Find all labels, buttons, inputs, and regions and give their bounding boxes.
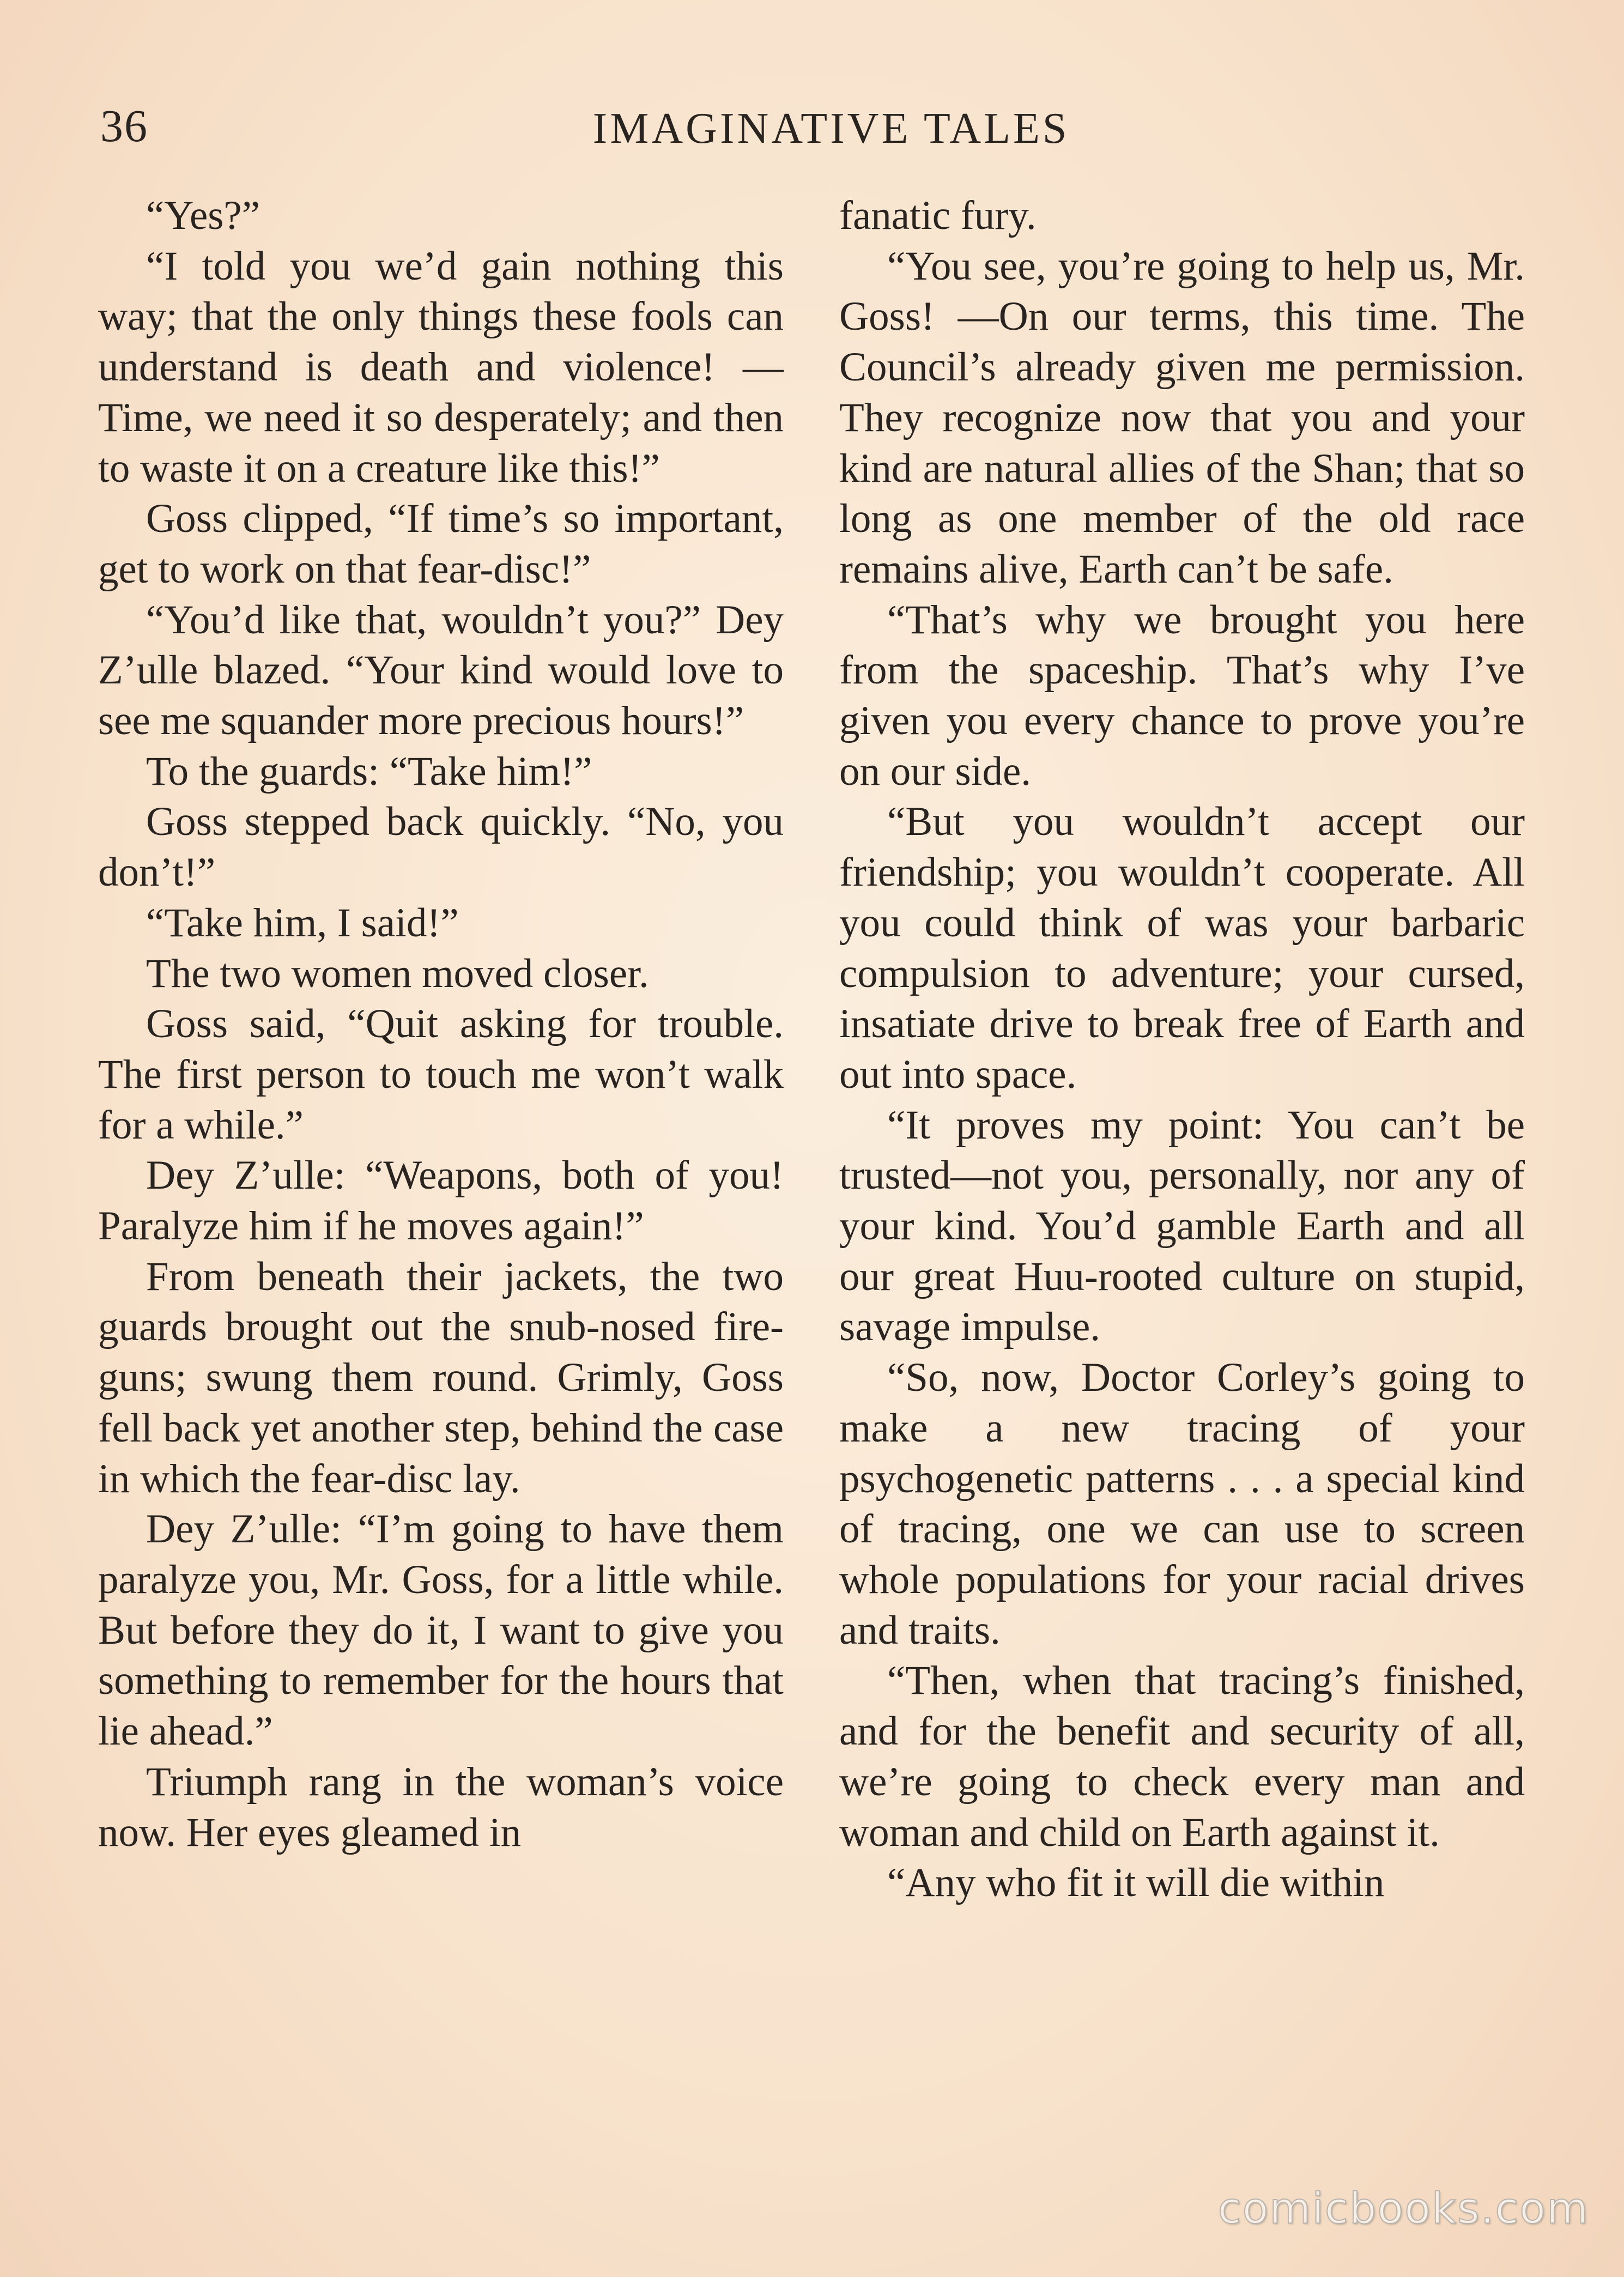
paragraph-continuation: fanatic fury. [839, 193, 1037, 238]
running-title: IMAGINATIVE TALES [592, 105, 1070, 153]
paragraph: “Any who fit it will die within [887, 1860, 1385, 1906]
watermark: comicbooks.com [1217, 2184, 1589, 2233]
paragraph: To the guards: “Take him!” [146, 748, 592, 794]
paragraph: “But you wouldn’t accept our friendship; you wouldn’t cooperate. All you could think of was your barbaric compulsion to adventure; your cursed, insatiate drive to break free of Earth and out into space. [839, 799, 1525, 1097]
left-column [98, 191, 784, 1858]
paragraph: “Then, when that tracing’s finished, and for the benefit and security of all, we’re going to check every man and woman and child on Earth against it. [839, 1658, 1525, 1855]
paragraph: “So, now, Doctor Corley’s going to make a new tracing of your psychogenetic patterns . . . a special kind of tracing, one we can use to screen whole populations for your racial drives and traits. [839, 1355, 1525, 1653]
paragraph: “Yes?” [146, 193, 260, 238]
paragraph: From beneath their jackets, the two guards brought out the snub-nosed fire-guns; swung them round. Grimly, Goss fell back yet another step, behind the case in which the fear-disc lay. [98, 1253, 784, 1501]
paragraph: The two women moved closer. [146, 950, 649, 996]
page-number: 36 [100, 101, 148, 152]
paragraph: “You see, you’re going to help us, Mr. Goss! —On our terms, this time. The Council’s already given me permission. They recognize now that you and your kind are natural allies of the Shan; that so long as one member of the old race remains alive, Earth can’t be safe. [839, 243, 1525, 592]
paragraph: Goss stepped back quickly. “No, you don’t!” [98, 799, 784, 895]
paragraph: Goss clipped, “If time’s so important, get to work on that fear-disc!” [98, 496, 784, 592]
paragraph: Goss said, “Quit asking for trouble. The first person to touch me won’t walk for a while.” [98, 1001, 784, 1148]
paragraph: “You’d like that, wouldn’t you?” Dey Z’ulle blazed. “Your kind would love to see me squander more precious hours!” [98, 597, 784, 744]
paragraph: Triumph rang in the woman’s voice now. Her eyes gleamed in [98, 1759, 784, 1855]
paragraph: Dey Z’ulle: “I’m going to have them paralyze you, Mr. Goss, for a little while. But before they do it, I want to give you something to remember for the hours that lie ahead.” [98, 1506, 784, 1754]
paragraph: “That’s why we brought you here from the spaceship. That’s why I’ve given you every chance to prove you’re on our side. [839, 597, 1525, 794]
paragraph: “Take him, I said!” [146, 900, 459, 946]
paragraph: “I told you we’d gain nothing this way; that the only things these fools can understand is death and violence! —Time, we need it so desperately; and then to waste it on a creature like this!” [98, 243, 784, 491]
paragraph: “It proves my point: You can’t be trusted—not you, personally, nor any of your kind. You’d gamble Earth and all our great Huu-rooted culture on stupid, savage impulse. [839, 1102, 1525, 1350]
paragraph: Dey Z’ulle: “Weapons, both of you! Paralyze him if he moves again!” [98, 1153, 784, 1249]
right-column [839, 191, 1525, 1909]
